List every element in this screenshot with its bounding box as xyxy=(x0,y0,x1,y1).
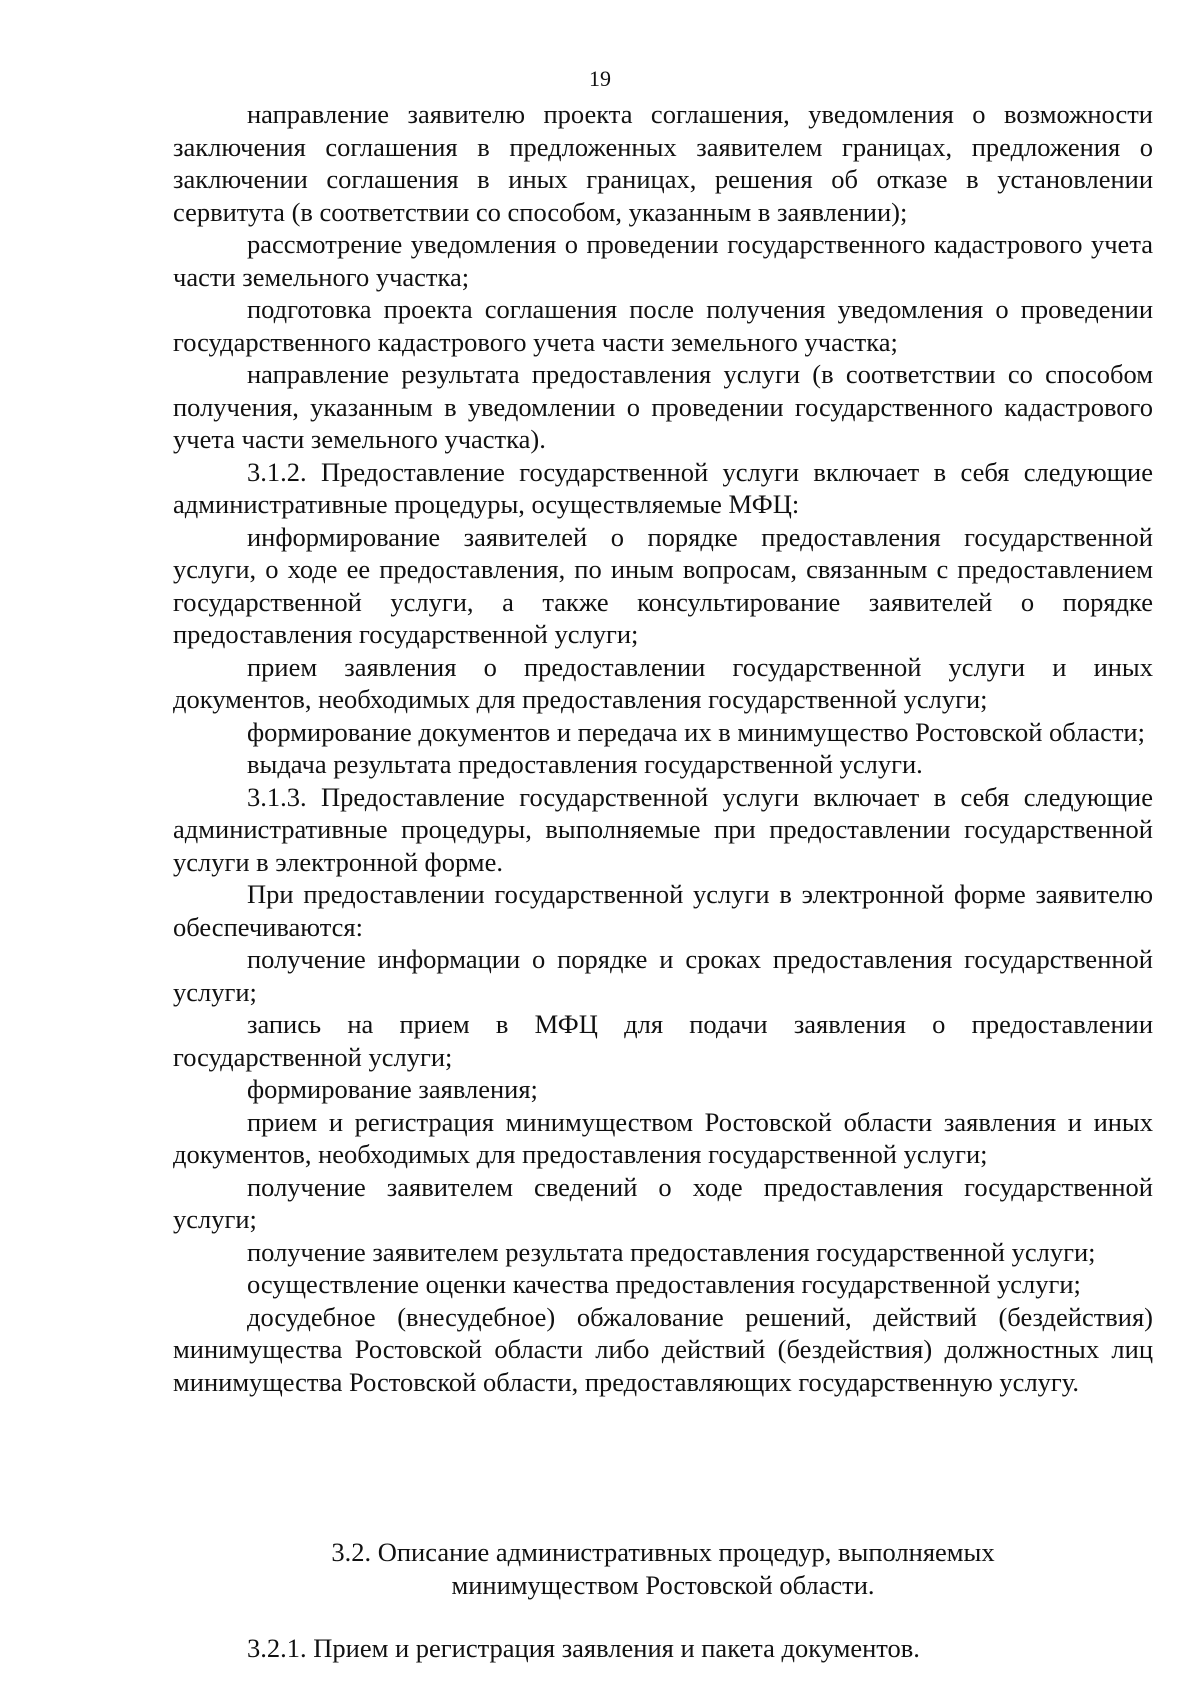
paragraph: получение информации о порядке и сроках предоставления государственной услуги; xyxy=(173,944,1153,1007)
paragraph: прием заявления о предоставлении государственной услуги и иных документов, необходимых для предоставления государственной услуги; xyxy=(173,651,1153,714)
paragraph: направление заявителю проекта соглашения, уведомления о возможности заключения соглашения в предложенных заявителем границах, предложения о заключении соглашения в иных границах, решения об отказе в установлении сервитута (в соответствии со способом, указанным в заявлении); xyxy=(173,99,1153,227)
subsection-heading: 3.2.1. Прием и регистрация заявления и пакета документов. xyxy=(247,1633,920,1663)
paragraph: получение заявителем результата предоставления государственной услуги; xyxy=(247,1236,1096,1267)
paragraph: подготовка проекта соглашения после получения уведомления о проведении государственного кадастрового учета части земельного участка; xyxy=(173,294,1153,357)
section-heading-line-2: минимуществом Ростовской области. xyxy=(451,1569,875,1600)
section-heading xyxy=(173,1536,1153,1601)
paragraph: 3.1.2. Предоставление государственной услуги включает в себя следующие административные процедуры, осуществляемые МФЦ: xyxy=(173,456,1153,519)
paragraph: досудебное (внесудебное) обжалование решений, действий (бездействия) минимущества Ростовской области либо действий (бездействия) должностных лиц минимущества Ростовской области, предоставляющих государственную услугу. xyxy=(173,1301,1153,1397)
paragraph: При предоставлении государственной услуги в электронной форме заявителю обеспечиваются: xyxy=(173,879,1153,942)
paragraph: направление результата предоставления услуги (в соответствии со способом получения, указанным в уведомлении о проведении государственного кадастрового учета части земельного участка). xyxy=(173,359,1153,454)
paragraph: формирование документов и передача их в минимущество Ростовской области; xyxy=(247,716,1145,747)
paragraph: формирование заявления; xyxy=(247,1074,538,1104)
paragraph: выдача результата предоставления государственной услуги. xyxy=(247,749,923,779)
paragraph: осуществление оценки качества предоставления государственной услуги; xyxy=(247,1269,1081,1299)
paragraph: получение заявителем сведений о ходе предоставления государственной услуги; xyxy=(173,1171,1153,1234)
paragraph: 3.1.3. Предоставление государственной услуги включает в себя следующие административные процедуры, выполняемые при предоставлении государственной услуги в электронной форме. xyxy=(173,781,1153,877)
paragraph: рассмотрение уведомления о проведении государственного кадастрового учета части земельного участка; xyxy=(173,229,1153,292)
paragraph: запись на прием в МФЦ для подачи заявления о предоставлении государственной услуги; xyxy=(173,1009,1153,1072)
paragraph: прием и регистрация минимуществом Ростовской области заявления и иных документов, необходимых для предоставления государственной услуги; xyxy=(173,1106,1153,1169)
page-number: 19 xyxy=(589,66,611,91)
paragraph: информирование заявителей о порядке предоставления государственной услуги, о ходе ее предоставления, по иным вопросам, связанным с предоставлением государственной услуги, а также консультирование заявителей о порядке предоставления государственной услуги; xyxy=(173,521,1153,649)
document-body xyxy=(173,98,1153,1398)
section-heading-line-1: 3.2. Описание административных процедур, выполняемых xyxy=(331,1537,995,1567)
